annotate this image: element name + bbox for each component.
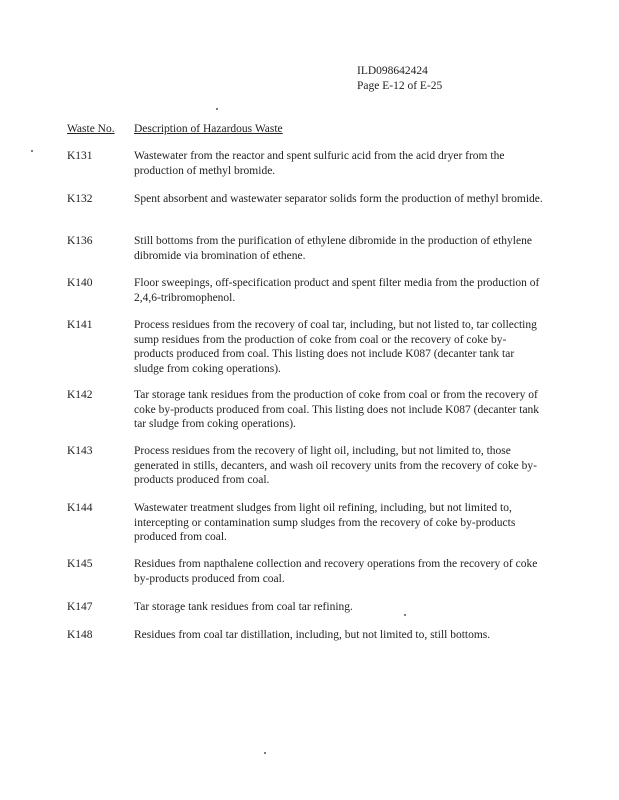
waste-description: Still bottoms from the purification of ethylene dibromide in the production of ethylene dibromide via bromination of ethene. <box>134 235 532 262</box>
waste-description: Residues from coal tar distillation, including, but not limited to, still bottoms. <box>134 629 491 641</box>
waste-code: K141 <box>67 319 93 331</box>
waste-description: Tar storage tank residues from the production of coke from coal or from the recovery of coke by-products produced from coal. This listing does not include K087 (decanter tank tar sludge from coking operations). <box>134 389 540 430</box>
waste-description: Residues from napthalene collection and recovery operations from the recovery of coke by-products produced from coal. <box>134 558 538 585</box>
description-column-header: Description of Hazardous Waste <box>134 123 283 135</box>
waste-description: Spent absorbent and wastewater separator solids form the production of methyl bromide. <box>134 193 543 205</box>
waste-description: Tar storage tank residues from coal tar refining. <box>134 601 353 613</box>
waste-code: K148 <box>67 629 93 641</box>
waste-description: Process residues from the recovery of coal tar, including, but not listed to, tar collecting sump residues from the production of coke from coal or the recovery of coke by-products produced from coal. This listing does not include K087 (decanter tank tar sludge from coking operations). <box>134 319 537 375</box>
scan-speck <box>216 108 218 110</box>
waste-description: Process residues from the recovery of light oil, including, but not limited to, those generated in stills, decanters, and wash oil recovery units from the recovery of coke by-products produced from coal. <box>134 445 537 486</box>
waste-code: K132 <box>67 193 93 205</box>
scan-speck <box>404 614 406 616</box>
waste-description: Wastewater treatment sludges from light oil refining, including, but not limited to, intercepting or contamination sump sludges from the recovery of coke by-products produced from coal. <box>134 502 516 543</box>
scan-speck <box>264 752 266 754</box>
waste-code: K131 <box>67 150 93 162</box>
page-reference: Page E-12 of E-25 <box>357 80 443 92</box>
scan-speck <box>31 150 33 152</box>
waste-code: K144 <box>67 502 93 514</box>
waste-code: K143 <box>67 445 93 457</box>
waste-code: K140 <box>67 277 93 289</box>
waste-code: K147 <box>67 601 93 613</box>
waste-code: K142 <box>67 389 93 401</box>
waste-no-column-header: Waste No. <box>67 123 115 135</box>
waste-code: K136 <box>67 235 93 247</box>
waste-description: Floor sweepings, off-specification product and spent filter media from the production of 2,4,6-tribromophenol. <box>134 277 540 304</box>
waste-description: Wastewater from the reactor and spent sulfuric acid from the acid dryer from the production of methyl bromide. <box>134 150 505 177</box>
waste-code: K145 <box>67 558 93 570</box>
document-id: ILD098642424 <box>357 65 428 77</box>
